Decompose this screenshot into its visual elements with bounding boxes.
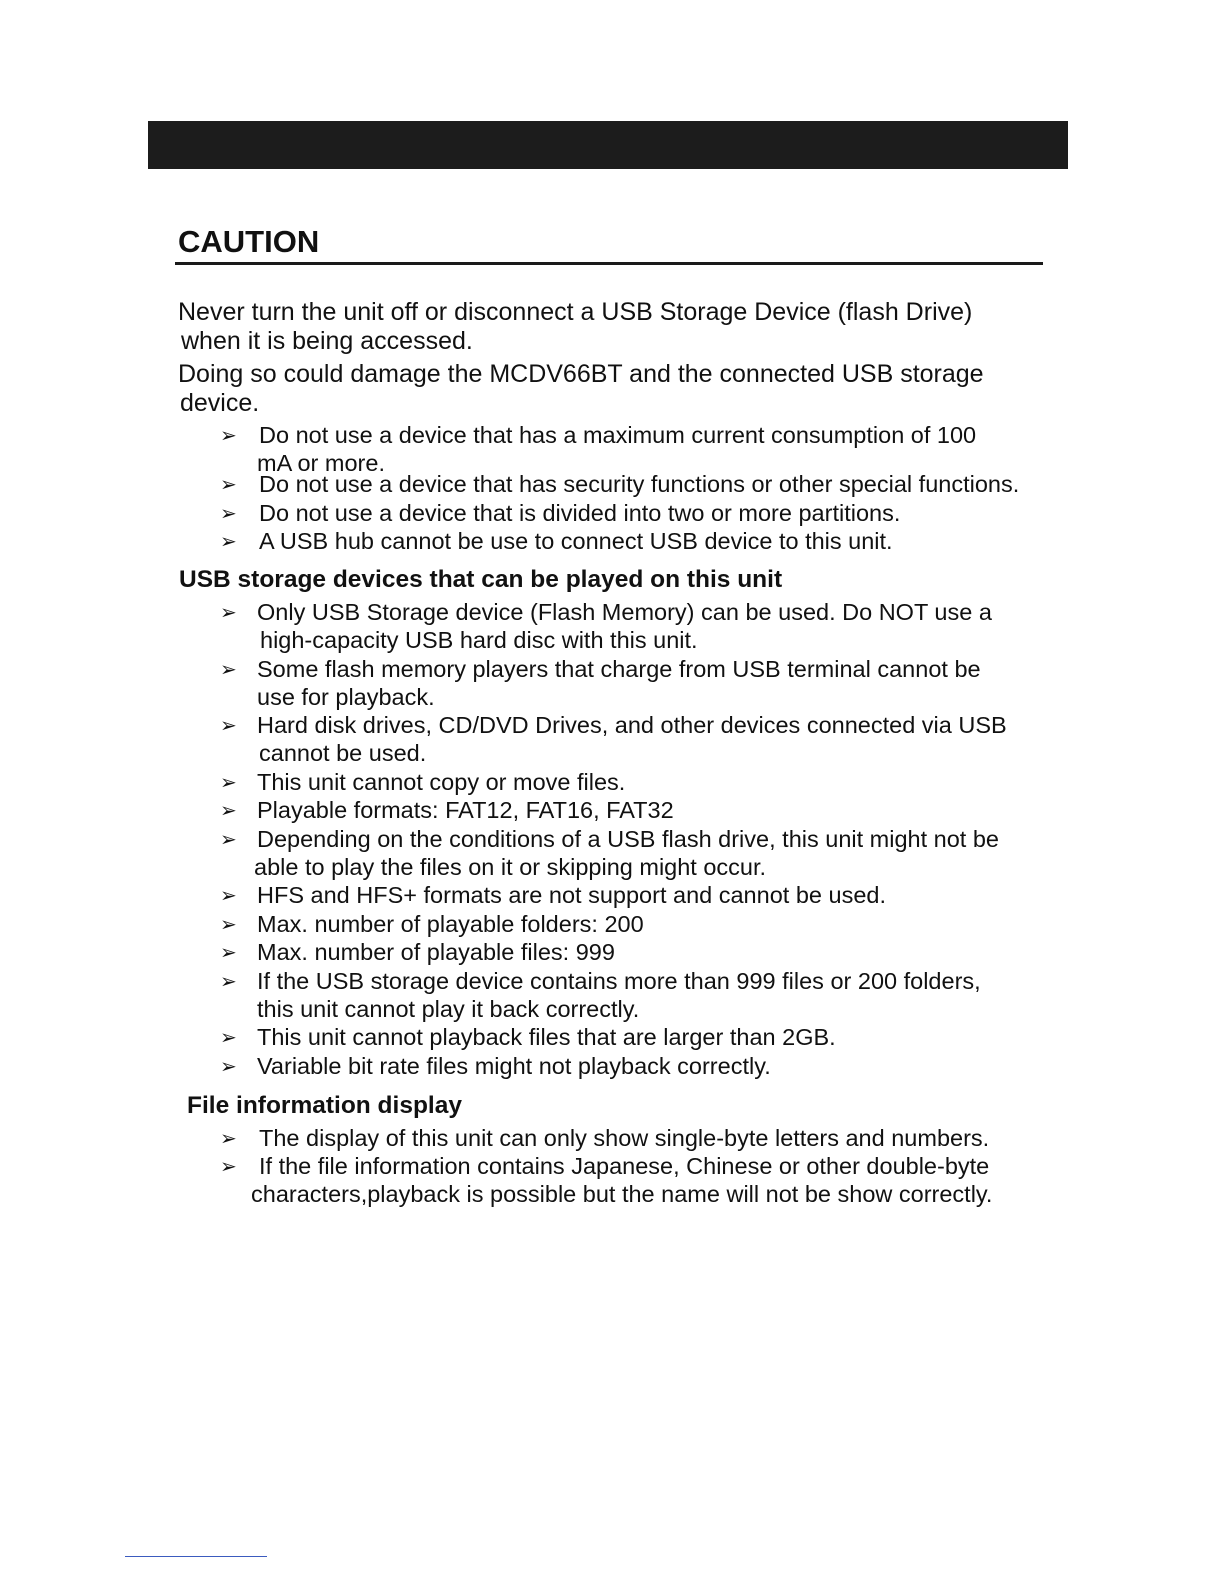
bullet-arrow-icon: ➢ <box>220 969 237 993</box>
bullet-arrow-icon: ➢ <box>220 940 237 964</box>
list-item-text: If the USB storage device contains more than 999 files or 200 folders, <box>257 968 981 994</box>
bullet-arrow-icon: ➢ <box>220 423 237 447</box>
bullet-arrow-icon: ➢ <box>220 1054 237 1078</box>
list-item-text: Hard disk drives, CD/DVD Drives, and other devices connected via USB <box>257 712 1007 738</box>
list-item-text: Only USB Storage device (Flash Memory) can be used. Do NOT use a <box>257 599 992 625</box>
bullet-arrow-icon: ➢ <box>220 501 237 525</box>
list-item-text: Variable bit rate files might not playback correctly. <box>257 1053 771 1079</box>
list-item-text: Max. number of playable folders: 200 <box>257 911 644 937</box>
bullet-arrow-icon: ➢ <box>220 770 237 794</box>
list-item-text: Do not use a device that has security functions or other special functions. <box>259 471 1020 497</box>
list-item-text: Playable formats: FAT12, FAT16, FAT32 <box>257 797 674 823</box>
bullet-arrow-icon: ➢ <box>220 827 237 851</box>
header-bar <box>148 121 1068 169</box>
list-item-text: Max. number of playable files: 999 <box>257 939 615 965</box>
list-item-text: Some flash memory players that charge from USB terminal cannot be <box>257 656 981 682</box>
bullet-arrow-icon: ➢ <box>220 883 237 907</box>
caution-paragraph-1-line-2: when it is being accessed. <box>181 327 473 355</box>
bullet-arrow-icon: ➢ <box>220 798 237 822</box>
list-item-text: This unit cannot playback files that are larger than 2GB. <box>257 1024 836 1050</box>
list-item-text-cont: mA or more. <box>257 450 385 476</box>
list-item-text: Do not use a device that is divided into two or more partitions. <box>259 500 901 526</box>
list-item-text-cont: high-capacity USB hard disc with this unit. <box>260 627 698 653</box>
bullet-arrow-icon: ➢ <box>220 1025 237 1049</box>
list-item-text-cont: able to play the files on it or skipping might occur. <box>254 854 767 880</box>
bullet-arrow-icon: ➢ <box>220 600 237 624</box>
caution-heading: CAUTION <box>178 224 320 259</box>
heading-underline <box>175 262 1043 265</box>
usb-section-title: USB storage devices that can be played on this unit <box>179 566 783 593</box>
bullet-arrow-icon: ➢ <box>220 1154 237 1178</box>
list-item-text-cont: characters,playback is possible but the name will not be show correctly. <box>251 1181 993 1207</box>
bullet-arrow-icon: ➢ <box>220 472 237 496</box>
caution-paragraph-1-line-1: Never turn the unit off or disconnect a USB Storage Device (flash Drive) <box>178 298 973 326</box>
list-item-text: If the file information contains Japanese, Chinese or other double-byte <box>259 1153 990 1179</box>
bullet-arrow-icon: ➢ <box>220 912 237 936</box>
caution-paragraph-2-line-1: Doing so could damage the MCDV66BT and the connected USB storage <box>178 360 984 388</box>
list-item-text: Do not use a device that has a maximum current consumption of 100 <box>259 422 977 448</box>
caution-paragraph-2 <box>178 360 1058 418</box>
caution-paragraph-1 <box>178 298 1058 356</box>
list-item-text-cont: use for playback. <box>257 684 435 710</box>
bullet-arrow-icon: ➢ <box>220 713 237 737</box>
list-item-text: This unit cannot copy or move files. <box>257 769 626 795</box>
list-item-text: HFS and HFS+ formats are not support and cannot be used. <box>257 882 886 908</box>
list-item-text: The display of this unit can only show single-byte letters and numbers. <box>259 1125 990 1151</box>
bullet-arrow-icon: ➢ <box>220 1126 237 1150</box>
bullet-arrow-icon: ➢ <box>220 529 237 553</box>
list-item-text: Depending on the conditions of a USB flash drive, this unit might not be <box>257 826 1000 852</box>
list-item-text: A USB hub cannot be use to connect USB device to this unit. <box>259 528 893 554</box>
list-item-text-cont: this unit cannot play it back correctly. <box>257 996 640 1022</box>
list-item-text-cont: cannot be used. <box>259 740 427 766</box>
bullet-arrow-icon: ➢ <box>220 657 237 681</box>
file-info-section-title: File information display <box>187 1092 462 1119</box>
footer-link-underline <box>125 1556 267 1557</box>
caution-paragraph-2-line-2: device. <box>180 389 260 417</box>
